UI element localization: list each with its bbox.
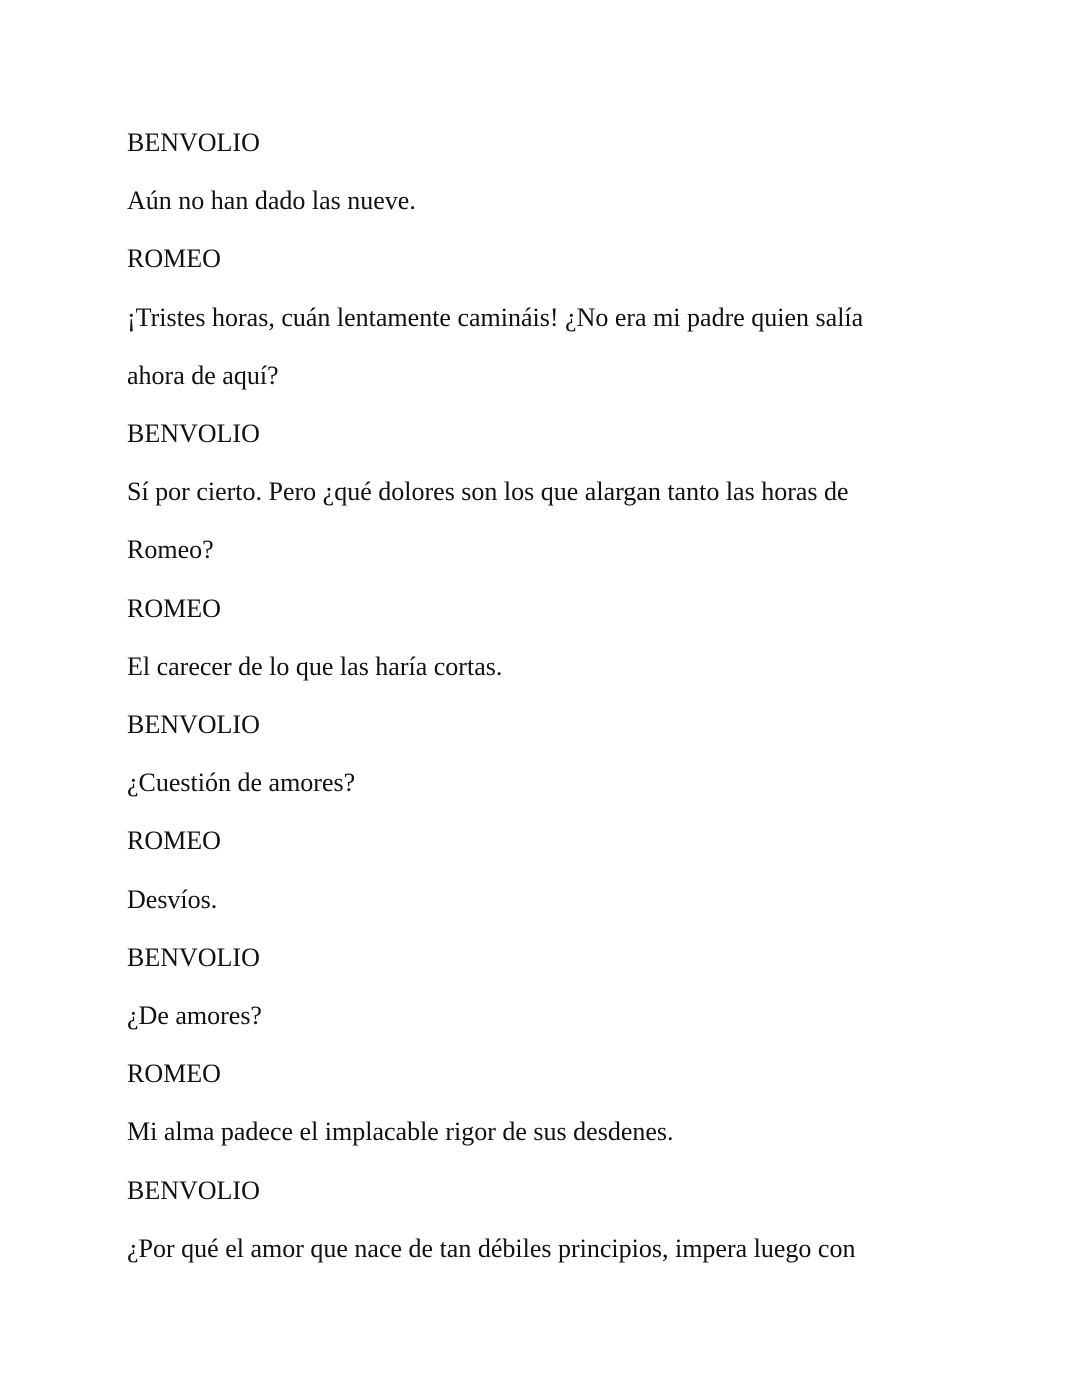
speaker-name: BENVOLIO <box>127 1175 260 1205</box>
speech-line: ¿Cuestión de amores? <box>127 768 356 798</box>
speech-line: Mi alma padece el implacable rigor de sus desdenes. <box>127 1117 674 1147</box>
speaker-name: BENVOLIO <box>127 128 260 157</box>
speaker-name: ROMEO <box>127 826 221 856</box>
speaker-name: ROMEO <box>127 1059 221 1089</box>
speaker-name: ROMEO <box>127 593 221 623</box>
speech-line: ¡Tristes horas, cuán lentamente camináis! ¿No era mi padre quien salía <box>127 302 864 332</box>
speaker-name: BENVOLIO <box>127 419 260 449</box>
speaker-name: BENVOLIO <box>127 710 260 740</box>
speech-line: Desvíos. <box>127 884 218 914</box>
speech-line: ¿Por qué el amor que nace de tan débiles principios, impera luego con <box>127 1233 856 1263</box>
speech-line: ¿De amores? <box>127 1001 262 1031</box>
speech-line: Sí por cierto. Pero ¿qué dolores son los que alargan tanto las horas de <box>127 477 849 507</box>
speech-line: Aún no han dado las nueve. <box>127 186 416 216</box>
speech-line: El carecer de lo que las haría cortas. <box>127 651 503 681</box>
dialogue-text <box>127 114 927 1278</box>
speech-line: ahora de aquí? <box>127 360 279 390</box>
speech-line: Romeo? <box>127 535 214 565</box>
speaker-name: BENVOLIO <box>127 942 260 972</box>
speaker-name: ROMEO <box>127 244 221 274</box>
